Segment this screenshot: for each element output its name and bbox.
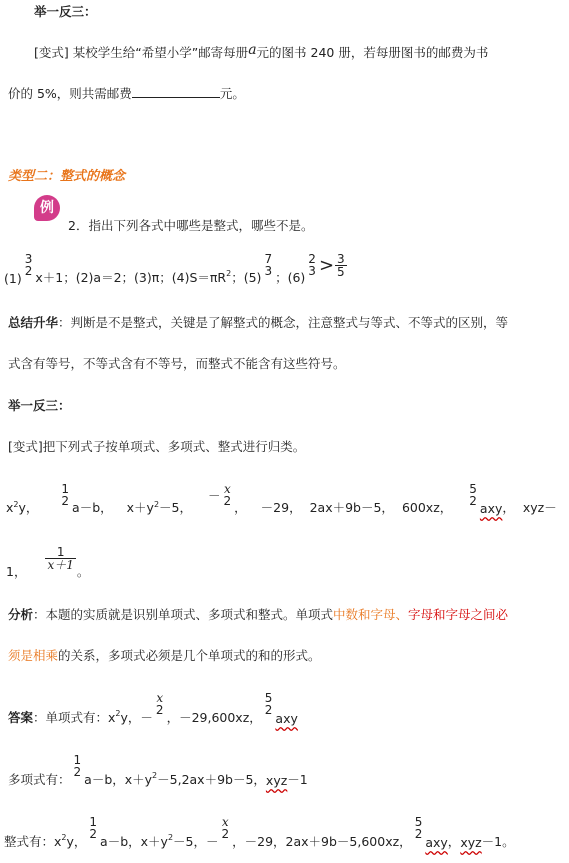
answer-text: －5，－ <box>173 834 219 849</box>
answer-text: a－b，x＋y <box>84 772 153 787</box>
analysis-text: ：本题的实质就是识别单项式、多项式和整式。单项式 <box>33 607 334 622</box>
question-line-2 <box>8 84 245 102</box>
minus-sign: － <box>208 488 221 503</box>
superscript: 2 <box>167 833 174 842</box>
superscript: 2 <box>115 709 121 718</box>
expr-x-plus-y2: $x+y^2-5$， <box>126 499 192 515</box>
expression-row-1 <box>6 474 557 516</box>
answer-text: ， <box>447 834 461 849</box>
analysis-label: 分析 <box>8 607 34 622</box>
superscript: 2 <box>61 833 67 842</box>
example-badge: 例 <box>34 195 60 221</box>
analysis-line-2 <box>8 646 321 664</box>
example-question: 2．指出下列各式中哪些是整式，哪些不是。 <box>68 218 314 233</box>
summary-line-1 <box>8 313 508 331</box>
section-heading: 举一反三： <box>8 398 71 413</box>
expr-x2y: $x^2y$， <box>6 499 39 515</box>
analysis-highlight: 字母和字母之间必 <box>408 607 509 622</box>
fraction: $\frac{1}{x+1}$ <box>47 544 74 572</box>
answer-text: y， <box>66 834 87 849</box>
answer-blank[interactable] <box>132 85 220 98</box>
answer-text: xyz <box>460 835 482 850</box>
fraction: x 2 <box>155 691 164 717</box>
fraction: 7 3 <box>264 252 273 278</box>
answer-text: －5,2ax＋9b－5， <box>157 772 266 787</box>
fraction: 5 2 <box>264 691 273 717</box>
answer-integral <box>4 806 515 850</box>
answer-text: y，－ <box>120 710 153 725</box>
answer-text: －1 <box>287 772 308 787</box>
expr-axy: axy <box>479 501 503 516</box>
expr-a-minus-b: a－b， <box>72 500 113 515</box>
analysis-highlight: 中数和字母、 <box>333 607 409 622</box>
item-text: ；(6) <box>275 270 306 285</box>
answer-text: axy <box>425 835 448 850</box>
type-heading: 类型二：整式的概念 <box>8 169 126 184</box>
expression-row-2 <box>6 536 89 580</box>
answer-text: ：单项式有：x <box>33 710 116 725</box>
question-text: 元的图书 240 册，若每册图书的邮费为书 <box>256 45 489 60</box>
fraction: 1 2 <box>61 482 70 508</box>
separator: ， <box>234 500 247 515</box>
answer-text: －1。 <box>481 834 515 849</box>
superscript: 2 <box>226 269 232 278</box>
summary-line-2: 式含有等号，不等式含有不等号，而整式不能含有这些符号。 <box>8 356 346 371</box>
variant-question: [变式]把下列式子按单项式、多项式、整式进行归类。 <box>8 439 306 454</box>
expr-minus-29: －29， <box>260 500 302 515</box>
answer-text: 整式有：x <box>4 834 62 849</box>
item-text: ；(5) <box>231 270 262 285</box>
summary-text: ：判断是不是整式，关键是了解整式的概念，注意整式与等式、不等式的区别，等 <box>58 315 509 330</box>
item-label: (1) <box>4 271 22 286</box>
expr-600xz: 600xz， <box>401 500 453 515</box>
fraction: x 2 <box>223 482 232 508</box>
greater-than-sign: > <box>318 254 335 276</box>
fraction: 3 2 <box>24 252 33 278</box>
question-text: [变式] 某校学生给“希望小学”邮寄每册 <box>34 45 249 60</box>
question-text: 价的 5%，则共需邮费 <box>8 86 132 101</box>
variable-a: a <box>248 42 257 58</box>
separator: ， <box>502 500 515 515</box>
fraction: x 2 <box>221 815 230 841</box>
analysis-line-1 <box>8 605 508 623</box>
expr-2ax: 2ax＋9b－5， <box>309 500 394 515</box>
item-text: x＋1；(2)a＝2；(3)π；(4)S＝πR <box>35 270 227 285</box>
answer-text: ，－29,600xz， <box>166 710 262 725</box>
superscript: 2 <box>152 771 158 780</box>
answer-monomials <box>8 682 298 726</box>
fraction: $\frac{3}{5}$ <box>337 251 345 279</box>
analysis-text: 的关系，多项式必须是几个单项式的和的形式。 <box>58 648 321 663</box>
answer-text: ，－29，2ax＋9b－5,600xz， <box>232 834 412 849</box>
answer-label: 答案 <box>8 710 34 725</box>
fraction: 2 3 <box>308 252 316 278</box>
question-text: 元。 <box>219 86 245 101</box>
answer-text: 多项式有： <box>8 772 71 787</box>
example-items <box>4 244 348 286</box>
fraction: 5 2 <box>414 815 423 841</box>
answer-text: axy <box>275 711 298 726</box>
expr-xyz: xyz－ <box>522 500 557 515</box>
fraction: 1 2 <box>89 815 98 841</box>
analysis-highlight: 须是相乘 <box>8 648 59 663</box>
summary-label: 总结升华 <box>8 315 59 330</box>
fraction: 5 2 <box>469 482 477 508</box>
fraction: 1 2 <box>73 753 82 779</box>
answer-text: a－b，x＋y <box>100 834 168 849</box>
question-line-1 <box>34 42 488 61</box>
expr-continued: 1， <box>6 564 27 579</box>
answer-polynomials <box>8 744 308 788</box>
section-heading: 举一反三： <box>34 4 97 19</box>
period: 。 <box>76 564 90 579</box>
answer-text: xyz <box>265 773 288 788</box>
